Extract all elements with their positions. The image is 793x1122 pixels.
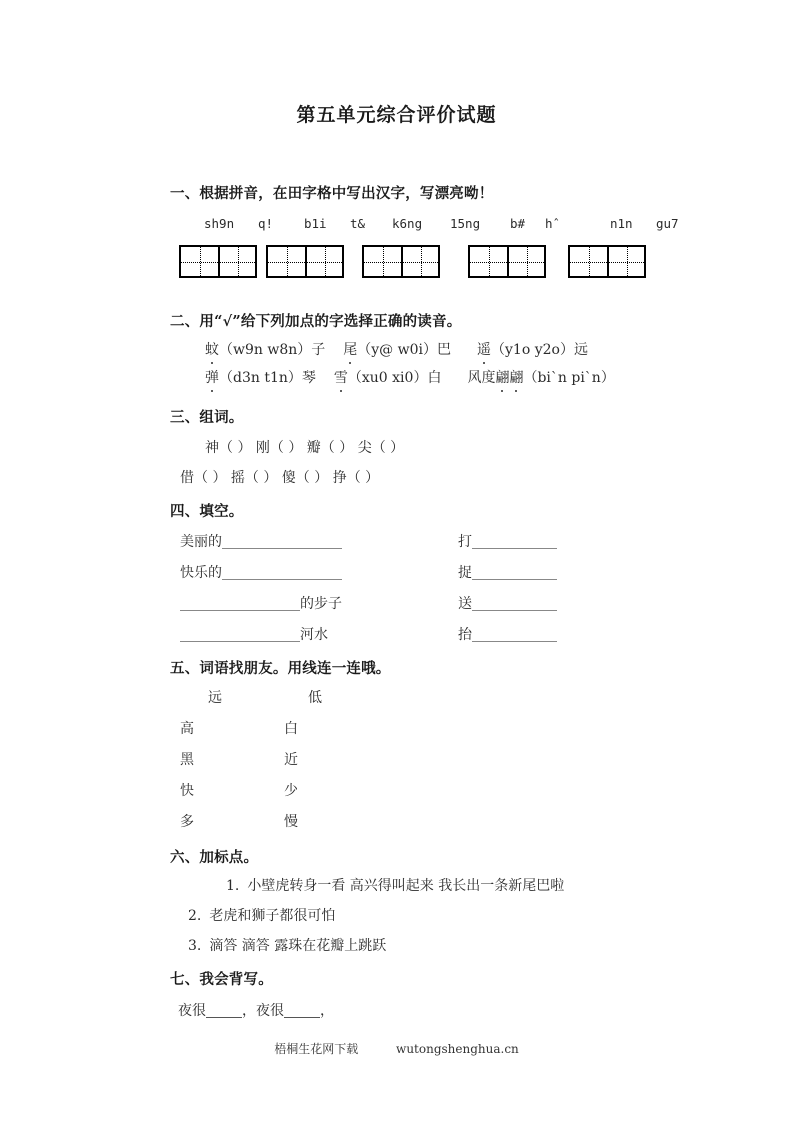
tianzige-cell[interactable] xyxy=(364,247,401,276)
fill-prefix: 送 xyxy=(458,596,472,612)
tianzige-grid-pair[interactable] xyxy=(179,245,257,278)
tianzige-grid-pair[interactable] xyxy=(266,245,344,278)
section-heading-6: 六、加标点。 xyxy=(170,849,259,866)
footer-site[interactable]: wutongshenghua.cn xyxy=(396,1042,519,1056)
pinyin-choice-item[interactable] xyxy=(334,370,442,386)
recite-text: 夜很 xyxy=(178,1003,206,1019)
pinyin-choice-item[interactable] xyxy=(205,342,325,358)
punctuation-item[interactable] xyxy=(226,875,564,895)
pinyin-choice-item[interactable] xyxy=(467,370,614,386)
pinyin-choice-item[interactable] xyxy=(205,370,316,386)
tianzige-cell[interactable] xyxy=(570,247,607,276)
item-text: 小壁虎转身一看 高兴得叫起来 我长出一条新尾巴啦 xyxy=(247,878,565,894)
word-build-row[interactable]: 神（ ） 刚（ ） 瓣（ ） 尖（ ） xyxy=(205,440,405,456)
footer-label: 梧桐生花网下载 xyxy=(274,1042,359,1056)
pinyin-label: q! xyxy=(258,216,274,231)
pinyin-label: gu7 xyxy=(656,216,679,231)
match-left-word[interactable]: 多 xyxy=(180,814,194,830)
fill-prefix: 美丽的 xyxy=(180,534,222,550)
fill-blank-row[interactable] xyxy=(458,624,557,644)
section-heading-7: 七、我会背写。 xyxy=(170,971,273,988)
dotted-character: 翩 xyxy=(495,367,509,387)
fill-blank-row[interactable] xyxy=(180,562,342,582)
dotted-character: 蚊 xyxy=(205,339,219,359)
match-right-word[interactable]: 白 xyxy=(284,721,298,737)
recite-text: ，夜很 xyxy=(242,1003,284,1019)
match-left-word[interactable]: 远 xyxy=(208,690,222,706)
dotted-character: 弹 xyxy=(205,367,219,387)
tianzige-cell[interactable] xyxy=(305,247,342,276)
fill-prefix: 抬 xyxy=(458,627,472,643)
pinyin-choice-row[interactable] xyxy=(205,339,614,359)
choice-options[interactable]: （w9n w8n）子 xyxy=(219,342,326,358)
section-heading-5: 五、词语找朋友。用线连一连哦。 xyxy=(170,660,391,677)
section-heading-1: 一、根据拼音，在田字格中写出汉字，写漂亮呦！ xyxy=(170,185,494,202)
pinyin-label: n1n xyxy=(610,216,633,231)
fill-blank[interactable] xyxy=(180,627,300,642)
match-right-word[interactable]: 近 xyxy=(284,752,298,768)
match-left-word[interactable]: 高 xyxy=(180,721,194,737)
match-right-word[interactable]: 少 xyxy=(284,783,298,799)
choice-options[interactable]: （xu0 xi0）白 xyxy=(347,370,442,386)
fill-prefix: 快乐的 xyxy=(180,565,222,581)
fill-suffix: 河水 xyxy=(300,627,328,643)
fill-blank[interactable] xyxy=(472,627,557,642)
tianzige-cell[interactable] xyxy=(401,247,438,276)
tianzige-cell[interactable] xyxy=(218,247,255,276)
tianzige-cell[interactable] xyxy=(507,247,544,276)
section-heading-4: 四、填空。 xyxy=(170,503,244,520)
pinyin-label: b1i xyxy=(304,216,327,231)
tianzige-cell[interactable] xyxy=(181,247,218,276)
pinyin-label: k6ng xyxy=(392,216,423,231)
item-number: 1. xyxy=(226,878,240,894)
pinyin-label: 15ng xyxy=(450,216,481,231)
pinyin-label: hˆ xyxy=(545,216,561,231)
item-text: 滴答 滴答 露珠在花瓣上跳跃 xyxy=(209,938,387,954)
match-right-word[interactable]: 慢 xyxy=(284,814,298,830)
fill-prefix: 打 xyxy=(458,534,472,550)
item-number: 2. xyxy=(188,908,202,924)
tianzige-cell[interactable] xyxy=(268,247,305,276)
section-heading-2: 二、用“√”给下列加点的字选择正确的读音。 xyxy=(170,313,462,330)
fill-blank-row[interactable] xyxy=(458,593,557,613)
pinyin-label: b# xyxy=(510,216,526,231)
word-build-row[interactable]: 借（ ） 摇（ ） 傻（ ） 挣（ ） xyxy=(180,470,380,486)
choice-options[interactable]: （d3n t1n）琴 xyxy=(219,370,316,386)
fill-blank[interactable] xyxy=(472,565,557,580)
fill-blank[interactable] xyxy=(222,565,342,580)
fill-blank-row[interactable] xyxy=(458,562,557,582)
dotted-character: 雪 xyxy=(334,367,348,387)
pinyin-row xyxy=(170,216,690,236)
pinyin-choice-row[interactable] xyxy=(205,367,641,387)
pinyin-choice-item[interactable] xyxy=(477,342,588,358)
tianzige-grid-pair[interactable] xyxy=(468,245,546,278)
section-heading-3: 三、组词。 xyxy=(170,409,244,426)
tianzige-cell[interactable] xyxy=(607,247,644,276)
recite-text: ， xyxy=(320,1003,334,1019)
choice-prefix: 风度 xyxy=(467,370,496,386)
match-left-word[interactable]: 黑 xyxy=(180,752,194,768)
dotted-character: 遥 xyxy=(477,339,491,359)
recite-blank[interactable] xyxy=(284,1003,320,1018)
tianzige-grid-pair[interactable] xyxy=(568,245,646,278)
recite-line[interactable] xyxy=(178,1000,334,1020)
item-text: 老虎和狮子都很可怕 xyxy=(209,908,336,924)
pinyin-choice-item[interactable] xyxy=(343,342,451,358)
pinyin-label: t& xyxy=(350,216,366,231)
footer xyxy=(0,1040,793,1057)
item-number: 3. xyxy=(188,938,202,954)
punctuation-item[interactable] xyxy=(188,905,335,925)
fill-blank[interactable] xyxy=(472,534,557,549)
dotted-character: 翩 xyxy=(509,367,523,387)
choice-options[interactable]: （bi`n pi`n） xyxy=(523,370,615,386)
recite-blank[interactable] xyxy=(206,1003,242,1018)
choice-options[interactable]: （y@ w0i）巴 xyxy=(357,342,451,358)
punctuation-item[interactable] xyxy=(188,935,386,955)
fill-prefix: 捉 xyxy=(458,565,472,581)
dotted-character: 尾 xyxy=(343,339,357,359)
tianzige-cell[interactable] xyxy=(470,247,507,276)
fill-blank[interactable] xyxy=(180,596,300,611)
fill-blank-row[interactable] xyxy=(180,531,342,551)
fill-blank[interactable] xyxy=(222,534,342,549)
match-right-word[interactable]: 低 xyxy=(308,690,322,706)
choice-options[interactable]: （y1o y2o）远 xyxy=(491,342,588,358)
fill-blank-row[interactable] xyxy=(180,593,342,613)
fill-blank[interactable] xyxy=(472,596,557,611)
fill-suffix: 的步子 xyxy=(300,596,342,612)
tianzige-grid-pair[interactable] xyxy=(362,245,440,278)
fill-blank-row[interactable] xyxy=(180,624,328,644)
match-left-word[interactable]: 快 xyxy=(180,783,194,799)
fill-blank-row[interactable] xyxy=(458,531,557,551)
pinyin-label: sh9n xyxy=(204,216,235,231)
page-title: 第五单元综合评价试题 xyxy=(296,104,497,126)
